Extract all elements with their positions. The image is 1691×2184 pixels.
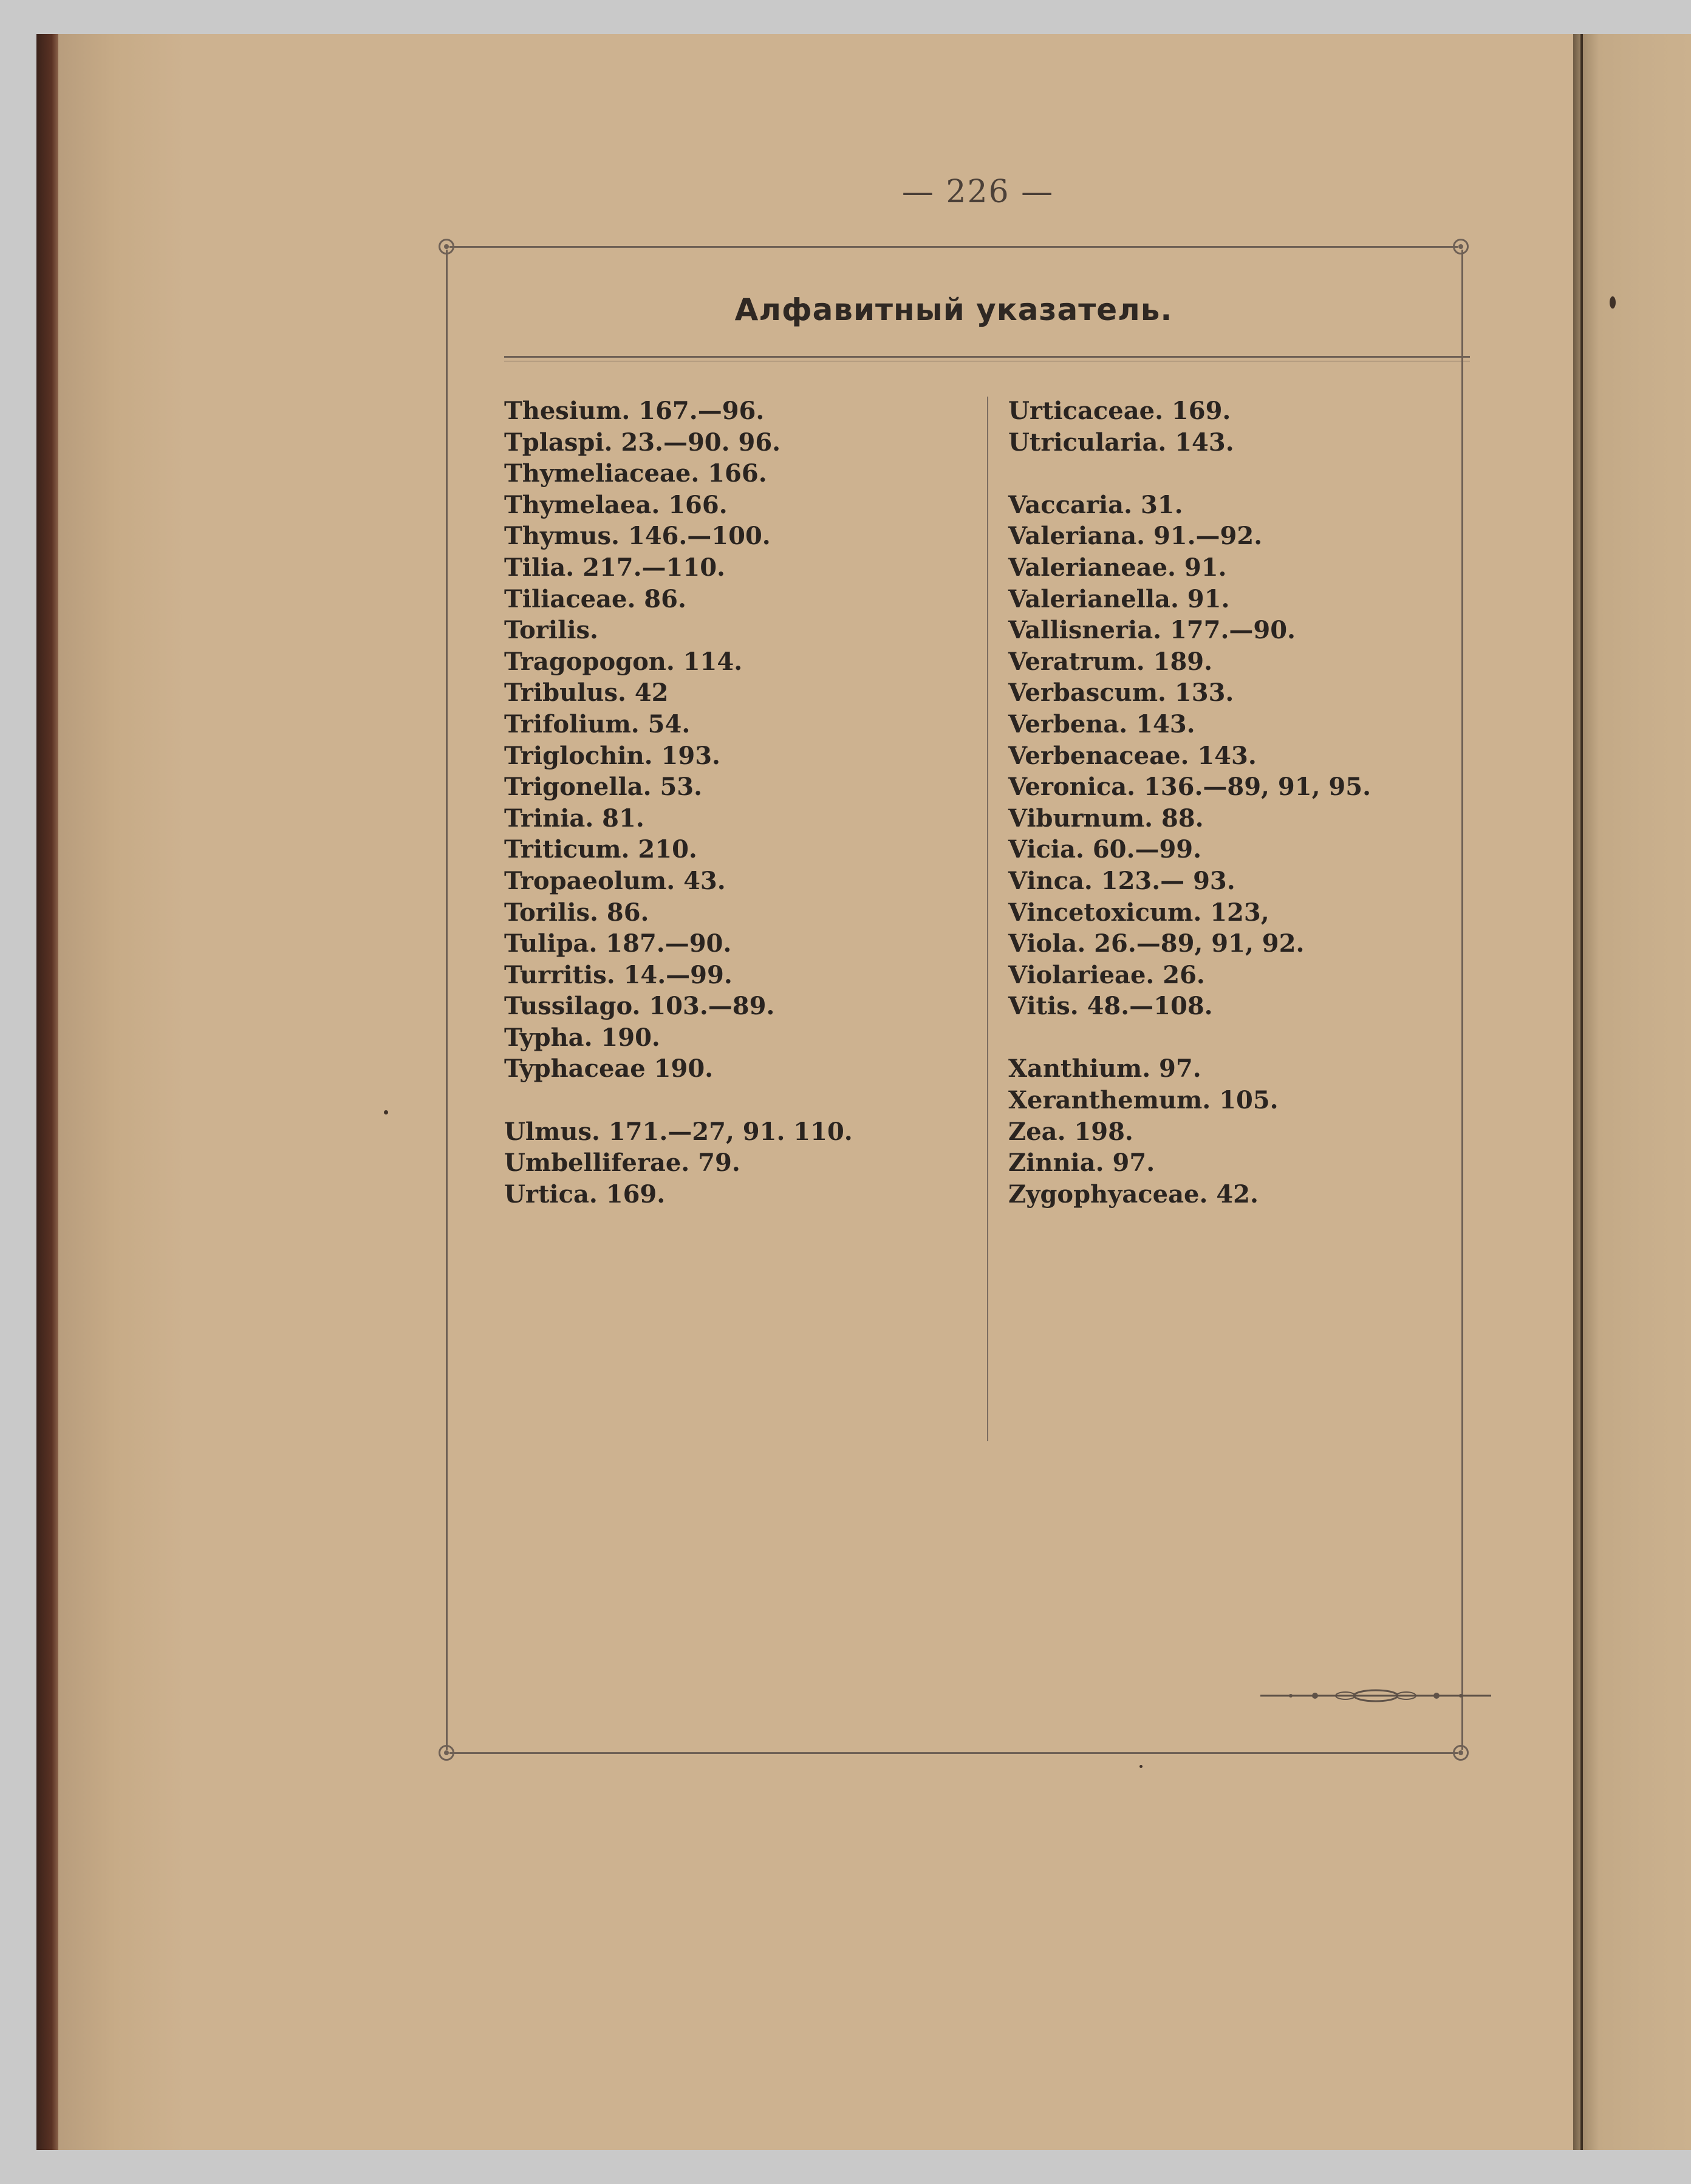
index-left-entry: Turritis. 14.—99. bbox=[504, 960, 733, 989]
index-heading: Алфавитный указатель. bbox=[734, 292, 1173, 327]
index-right-entry: Veronica. 136.—89, 91, 95. bbox=[1008, 773, 1372, 802]
frame-top-border bbox=[449, 246, 1458, 248]
index-left-entry: Thymelaea. 166. bbox=[504, 490, 728, 519]
index-left-entry: Tulipa. 187.—90. bbox=[504, 929, 732, 958]
ink-speck bbox=[384, 1110, 388, 1114]
index-right-entry: Violarieae. 26. bbox=[1008, 960, 1205, 989]
index-left-entry: Trigonella. 53. bbox=[504, 773, 703, 802]
index-right-entry: Xeranthemum. 105. bbox=[1008, 1086, 1279, 1115]
index-right-entry: Valerianeae. 91. bbox=[1008, 553, 1227, 582]
corner-ornament-icon bbox=[439, 1745, 454, 1761]
index-left-entry: Tribulus. 42 bbox=[504, 678, 669, 708]
frame-left-border bbox=[446, 250, 448, 1750]
index-right-entry: Veratrum. 189. bbox=[1008, 647, 1213, 676]
index-left-entry: Thymus. 146.—100. bbox=[504, 522, 771, 551]
index-right-entry: Valeriana. 91.—92. bbox=[1008, 522, 1263, 551]
index-right-entry: Zea. 198. bbox=[1008, 1117, 1133, 1146]
corner-ornament-icon bbox=[439, 239, 454, 254]
end-ornament-icon bbox=[1254, 1687, 1497, 1705]
index-left-entry: Thesium. 167.—96. bbox=[504, 397, 765, 425]
index-left-spacer bbox=[504, 1085, 984, 1116]
index-right-entry: Vicia. 60.—99. bbox=[1008, 835, 1202, 864]
index-right-entry: Vaccaria. 31. bbox=[1008, 490, 1183, 519]
index-left-entry: Urtica. 169. bbox=[504, 1179, 666, 1209]
index-right-entry: Viola. 26.—89, 91, 92. bbox=[1008, 929, 1305, 958]
page-edge-shadow bbox=[58, 34, 186, 2150]
index-column-left bbox=[504, 395, 984, 1210]
index-right-entry: Vincetoxicum. 123, bbox=[1008, 898, 1269, 927]
page-number: — 226 — bbox=[901, 174, 1054, 210]
gutter-line bbox=[1580, 34, 1583, 2150]
corner-ornament-icon bbox=[1453, 239, 1469, 254]
frame-bottom-border bbox=[449, 1752, 1458, 1754]
index-right-entry: Viburnum. 88. bbox=[1008, 804, 1204, 833]
index-left-entry: Typha. 190. bbox=[504, 1023, 660, 1052]
index-left-entry: Thymeliaceae. 166. bbox=[504, 459, 767, 488]
book-spine bbox=[36, 34, 58, 2150]
index-left-entry: Typhaceae 190. bbox=[504, 1054, 714, 1083]
index-left-entry: Triglochin. 193. bbox=[504, 741, 720, 770]
index-right-entry: Zygophyaceae. 42. bbox=[1008, 1179, 1259, 1209]
index-left-entry: Ulmus. 171.—27, 91. 110. bbox=[504, 1117, 853, 1146]
scanned-page bbox=[36, 34, 1691, 2150]
index-left-entry: Tragopogon. 114. bbox=[504, 647, 743, 676]
index-left-entry: Tilia. 217.—110. bbox=[504, 553, 725, 582]
index-right-entry: Vitis. 48.—108. bbox=[1008, 992, 1213, 1021]
column-divider bbox=[987, 397, 988, 1441]
index-right-entry: Urticaceae. 169. bbox=[1008, 397, 1231, 425]
index-right-entry: Verbena. 143. bbox=[1008, 709, 1195, 739]
index-left-entry: Tiliaceae. 86. bbox=[504, 584, 686, 613]
index-left-entry: Tplaspi. 23.—90. 96. bbox=[504, 428, 781, 457]
index-right-entry: Vallisneria. 177.—90. bbox=[1008, 616, 1296, 645]
index-right-entry: Zinnia. 97. bbox=[1008, 1148, 1155, 1178]
index-left-entry: Triticum. 210. bbox=[504, 835, 697, 864]
index-column-right bbox=[1008, 395, 1470, 1210]
index-right-entry: Valerianella. 91. bbox=[1008, 584, 1230, 613]
index-left-entry: Torilis. 86. bbox=[504, 898, 649, 927]
index-left-entry: Tropaeolum. 43. bbox=[504, 866, 726, 895]
index-right-entry: Verbascum. 133. bbox=[1008, 678, 1234, 708]
index-right-entry: Verbenaceae. 143. bbox=[1008, 741, 1257, 770]
index-frame bbox=[437, 237, 1470, 1762]
index-right-spacer bbox=[1008, 1022, 1470, 1054]
index-right-entry: Utricularia. 143. bbox=[1008, 428, 1234, 457]
corner-ornament-icon bbox=[1453, 1745, 1469, 1761]
index-left-entry: Umbelliferae. 79. bbox=[504, 1148, 740, 1178]
ink-speck bbox=[1139, 1765, 1143, 1768]
facing-page-edge bbox=[1573, 34, 1691, 2150]
index-right-entry: Vinca. 123.— 93. bbox=[1008, 866, 1235, 895]
index-right-spacer bbox=[1008, 458, 1470, 490]
index-left-entry: Torilis. bbox=[504, 616, 598, 645]
ink-speck bbox=[1610, 296, 1616, 309]
index-left-entry: Trinia. 81. bbox=[504, 804, 644, 833]
index-left-entry: Trifolium. 54. bbox=[504, 709, 691, 739]
index-left-entry: Tussilago. 103.—89. bbox=[504, 992, 775, 1021]
index-right-entry: Xanthium. 97. bbox=[1008, 1054, 1201, 1083]
heading-rule bbox=[504, 356, 1470, 358]
